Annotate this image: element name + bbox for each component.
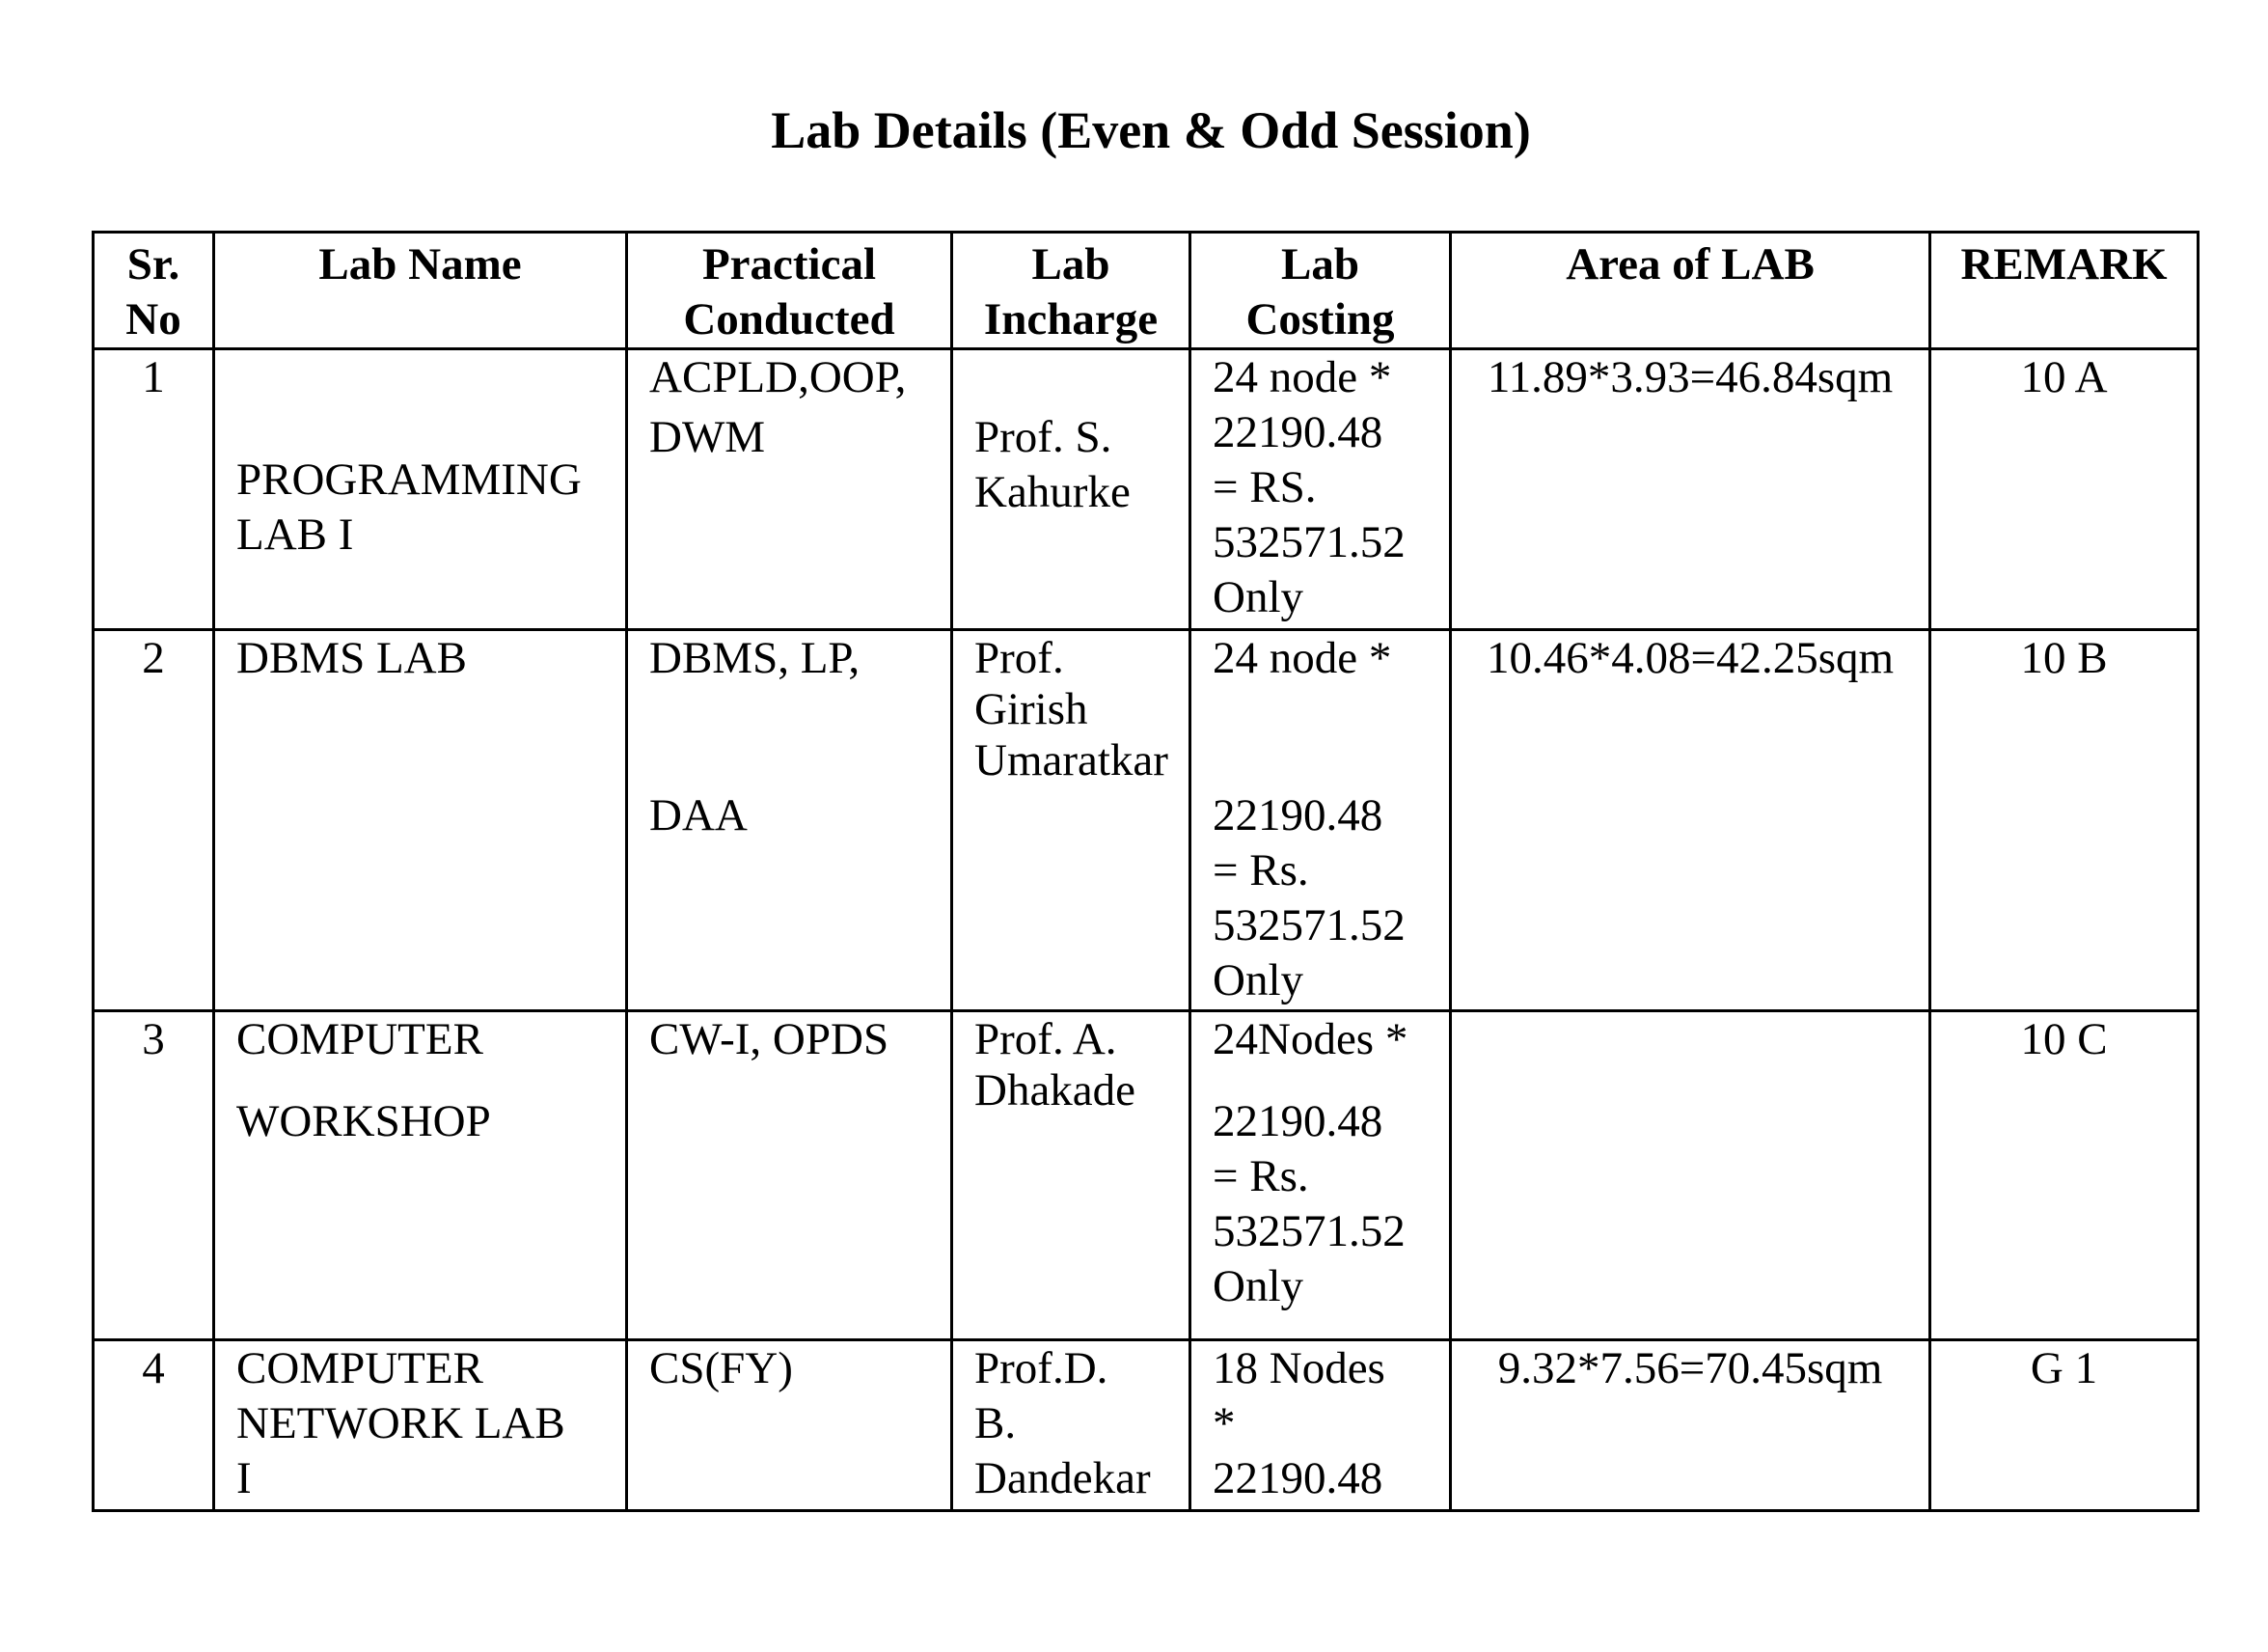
table-row — [94, 349, 2199, 630]
cell-lab-name: COMPUTER WORKSHOP — [214, 1011, 627, 1340]
cell-lab-costing: 24 node * 22190.48 = Rs. 532571.52 Only — [1190, 630, 1451, 1011]
cell-lab-incharge: Prof. Girish Umaratkar — [952, 630, 1190, 1011]
header-practical-conducted: Practical Conducted — [627, 233, 952, 349]
header-remark: REMARK — [1930, 233, 2199, 349]
cell-remark: G 1 — [1930, 1340, 2199, 1511]
cell-sr-no: 2 — [94, 630, 214, 1011]
header-lab-incharge: Lab Incharge — [952, 233, 1190, 349]
cell-remark: 10 C — [1930, 1011, 2199, 1340]
cell-lab-incharge: Prof. S. Kahurke — [952, 349, 1190, 630]
cell-lab-name: PROGRAMMING LAB I — [214, 349, 627, 630]
lab-details-table — [92, 231, 2200, 1512]
header-area-of-lab: Area of LAB — [1451, 233, 1930, 349]
cell-lab-incharge: Prof.D. B. Dandekar — [952, 1340, 1190, 1511]
cell-sr-no: 1 — [94, 349, 214, 630]
cell-lab-incharge: Prof. A. Dhakade — [952, 1011, 1190, 1340]
table-row — [94, 1340, 2199, 1511]
cell-sr-no: 3 — [94, 1011, 214, 1340]
cell-area-of-lab: 10.46*4.08=42.25sqm — [1451, 630, 1930, 1011]
cell-lab-costing: 18 Nodes * 22190.48 — [1190, 1340, 1451, 1511]
header-sr-no: Sr. No — [94, 233, 214, 349]
cell-lab-name: COMPUTER NETWORK LAB I — [214, 1340, 627, 1511]
page-title: Lab Details (Even & Odd Session) — [771, 101, 1531, 159]
header-row — [94, 233, 2199, 349]
cell-sr-no: 4 — [94, 1340, 214, 1511]
cell-practical-conducted: CW-I, OPDS — [627, 1011, 952, 1340]
cell-area-of-lab: 9.32*7.56=70.45sqm — [1451, 1340, 1930, 1511]
cell-remark: 10 A — [1930, 349, 2199, 630]
cell-lab-costing: 24Nodes * 22190.48 = Rs. 532571.52 Only — [1190, 1011, 1451, 1340]
table-row — [94, 1011, 2199, 1340]
cell-practical-conducted: CS(FY) — [627, 1340, 952, 1511]
cell-area-of-lab: 11.89*3.93=46.84sqm — [1451, 349, 1930, 630]
header-lab-name: Lab Name — [214, 233, 627, 349]
table-row — [94, 630, 2199, 1011]
cell-practical-conducted: DBMS, LP, DAA — [627, 630, 952, 1011]
header-lab-costing: Lab Costing — [1190, 233, 1451, 349]
cell-lab-costing: 24 node * 22190.48 = RS. 532571.52 Only — [1190, 349, 1451, 630]
cell-area-of-lab — [1451, 1011, 1930, 1340]
cell-practical-conducted: ACPLD,OOP, DWM — [627, 349, 952, 630]
cell-lab-name: DBMS LAB — [214, 630, 627, 1011]
cell-remark: 10 B — [1930, 630, 2199, 1011]
